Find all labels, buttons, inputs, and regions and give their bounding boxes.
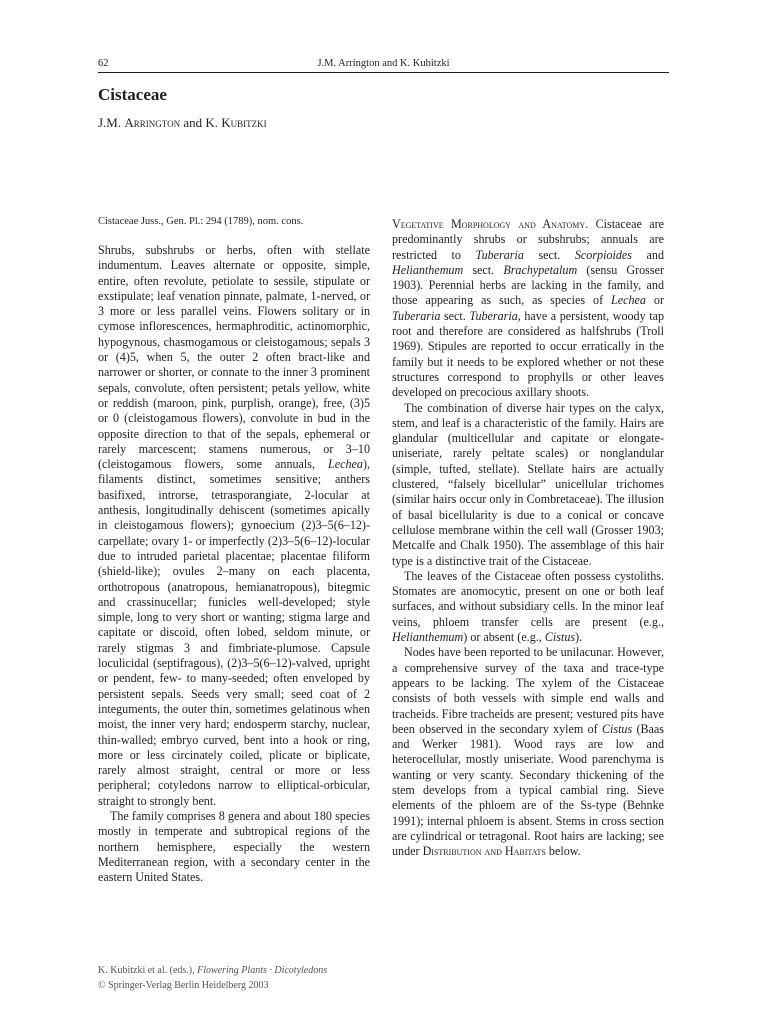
family-description bbox=[98, 243, 370, 809]
footer-book-citation bbox=[98, 963, 327, 978]
running-header bbox=[98, 56, 669, 72]
body-text: (Baas and Werker 1981). Wood rays are low and heterocellular, mostly uniseriate. Wood parenchyma is wanting or very scanty. Secondary thickening of the stem develops from a typical cambial ring. Sieve elements of the phloem are of the Ss-type (Behnke 1991); internal phloem is absent. Stems in cross section are cylindrical or tetragonal. Root hairs are lacking; see under bbox=[392, 721, 664, 859]
chapter-title: Cistaceae bbox=[98, 85, 167, 104]
taxon-tuberaria: Tuberaria bbox=[392, 308, 441, 323]
body-text: below. bbox=[545, 844, 581, 859]
footer-editors: K. Kubitzki et al. (eds.), bbox=[98, 965, 198, 976]
body-text: sect. bbox=[463, 262, 504, 277]
body-text: Cistaceae are predominantly shrubs or subshrubs; annuals are restricted to bbox=[392, 217, 664, 262]
taxon-helianthemum: Helianthemum bbox=[392, 630, 464, 645]
family-summary-paragraph: The family comprises 8 genera and about 180 species mostly in temperate and subtropical regions of the northern hemisphere, especially the western Mediterranean region, with a secondary center in the eastern United States. bbox=[98, 808, 370, 885]
body-text: ) or absent (e.g., bbox=[463, 630, 545, 645]
leaf-anatomy-paragraph bbox=[392, 569, 664, 645]
family-citation: Cistaceae Juss., Gen. Pl.: 294 (1789), nom. cons. bbox=[98, 216, 304, 227]
description-text-1: Shrubs, subshrubs or herbs, often with stellate indumentum. Leaves alternate or opposite, simple, entire, often revolute, petiolate to sessile, stipulate or exstipulate; leaf venation pinnate, palmate, 1-nerved, or 3 more or less parallel veins. Flowers solitary or in cymose inflorescences, hermaphroditic, actinomorphic, hypogynous, chasmogamous or cleistogamous; sepals 3 or (4)5, when 5, the outer 2 often bract-like and narrower or shorter, or connate to the inner 3 prominent sepals, convolute, often persistent; petals yellow, white or reddish (maroon, pink, purplish, orange), free, (3)5 or 0 (cleistogamous flowers), convolute in bud in the opposite direction to that of the sepals, ephemeral or rarely marcescent; stamens numerous, or 3–10 (cleistogamous flowers, some annuals, bbox=[98, 243, 370, 472]
body-text: sect. bbox=[523, 247, 575, 262]
left-column bbox=[98, 214, 370, 885]
body-text: and bbox=[631, 247, 664, 262]
taxon-lechea: Lechea bbox=[328, 457, 363, 472]
body-text: ). bbox=[575, 630, 583, 645]
body-text: or bbox=[645, 293, 664, 308]
taxon-brachypetalum: Brachypetalum bbox=[503, 262, 578, 277]
description-text-2: ), filaments distinct, sometimes sensitive; anthers basifixed, introrse, tetrasporangiate, 2-locular at anthesis, longitudinally dehiscent (sometimes apically in cleistogamous flowers); gynoecium (2)3–5(6–12)-carpellate; ovary 1- or imperfectly (2)3–5(6–12)-locular due to intruded parietal placentae; placentae filiform (shield-like); ovules 2–many on each placenta, orthotropous (anatropous, hemianatropous), bitegmic and crassinucellar; funicles well-developed; style simple, long to very short or wanting; stigma large and capitate or discoid, often lobed, seldom minute, or rarely stigmas 3 and fimbriate-plumose. Capsule loculicidal (septifragous), (2)3–5(6–12)-valved, upright or pendent, few- to many-seeded; often enveloped by persistent sepals. Seeds very small; seed coat of 2 integuments, the outer thin, sometimes gelatinous when moist, the inner very hard; endosperm starchy, nuclear, thin-walled; embryo curved, bent into a hook or ring, more or less circinately coiled, plicate or biplicate, rarely almost straight, central or more or less peripheral; cotyledons narrow to elliptical-orbicular, straight to strongly bent. bbox=[98, 457, 370, 808]
body-text: The leaves of the Cistaceae often possess cystoliths. Stomates are anomocytic, present on one or both leaf surfaces, and without subsidiary cells. In the minor leaf veins, phloem transfer cells are present (e.g., bbox=[392, 568, 664, 629]
section-heading: Vegetative Morphology and Anatomy. bbox=[392, 217, 589, 231]
cross-reference: Distribution and Habitats bbox=[422, 844, 546, 859]
author-conjunction: and bbox=[183, 115, 203, 130]
taxon-cistus: Cistus bbox=[601, 721, 633, 736]
taxon-tuberaria: Tuberaria bbox=[475, 247, 524, 262]
page-number: 62 bbox=[98, 58, 109, 69]
taxon-tuberaria-sect: Tuberaria bbox=[469, 308, 518, 323]
header-rule bbox=[98, 72, 669, 73]
body-text: sect. bbox=[440, 308, 470, 323]
body-text: (sensu Grosser 1903). Perennial herbs are lacking in the family, and those appearing as such, as species of bbox=[392, 262, 664, 308]
author-1-surname: Arrington bbox=[124, 115, 181, 130]
body-text: Nodes have been reported to be unilacunar. However, a comprehensive survey of the taxa and trace-type appears to be lacking. The xylem of the Cistaceae consists of both vessels with simple end walls and tracheids. Fibre tracheids are present; vestured pits have been observed in the secondary xylem of bbox=[392, 645, 664, 736]
body-text: , have a persistent, woody tap root and therefore are considered as halfshrubs (Troll 1969). Stipules are reported to occur erratically in the family but it needs to be explored whether or not these structures correspond to prophylls or other leaves developed on precocious axillary shoots. bbox=[392, 308, 664, 400]
taxon-helianthemum: Helianthemum bbox=[392, 262, 464, 277]
footer-book-title: Flowering Plants · Dicotyledons bbox=[197, 965, 328, 976]
author-2-initials: K. bbox=[205, 115, 219, 130]
hair-types-paragraph: The combination of diverse hair types on the calyx, stem, and leaf is a characteristic of the family. Hairs are glandular (multicellular and capitate or elongate-uniseriate, rarely peltate scales) or nonglandular (simple, tufted, stellate). Stellate hairs are actually clustered, “falsely bicellular” unicellular trichomes (similar hairs occur only in Combretaceae). The illusion of basal bicellularity is due to a conical or concave cellulose membrane within the cell wall (Grosser 1903; Metcalfe and Chalk 1950). The assemblage of this hair type is a distinctive trait of the Cistaceae. bbox=[392, 400, 664, 568]
author-2-surname: Kubitzki bbox=[221, 115, 267, 130]
chapter-authors bbox=[98, 115, 267, 131]
author-1-initials: J.M. bbox=[98, 115, 122, 130]
footer-copyright: © Springer-Verlag Berlin Heidelberg 2003 bbox=[98, 980, 269, 991]
vegetative-morphology-paragraph bbox=[392, 217, 664, 401]
page-footer bbox=[98, 963, 327, 993]
running-title: J.M. Arrington and K. Kubitzki bbox=[317, 58, 450, 69]
taxon-lechea: Lechea bbox=[611, 293, 646, 308]
taxon-scorpioides: Scorpioides bbox=[574, 247, 632, 262]
stem-anatomy-paragraph bbox=[392, 645, 664, 859]
right-column bbox=[392, 217, 664, 859]
taxon-cistus: Cistus bbox=[544, 630, 576, 645]
